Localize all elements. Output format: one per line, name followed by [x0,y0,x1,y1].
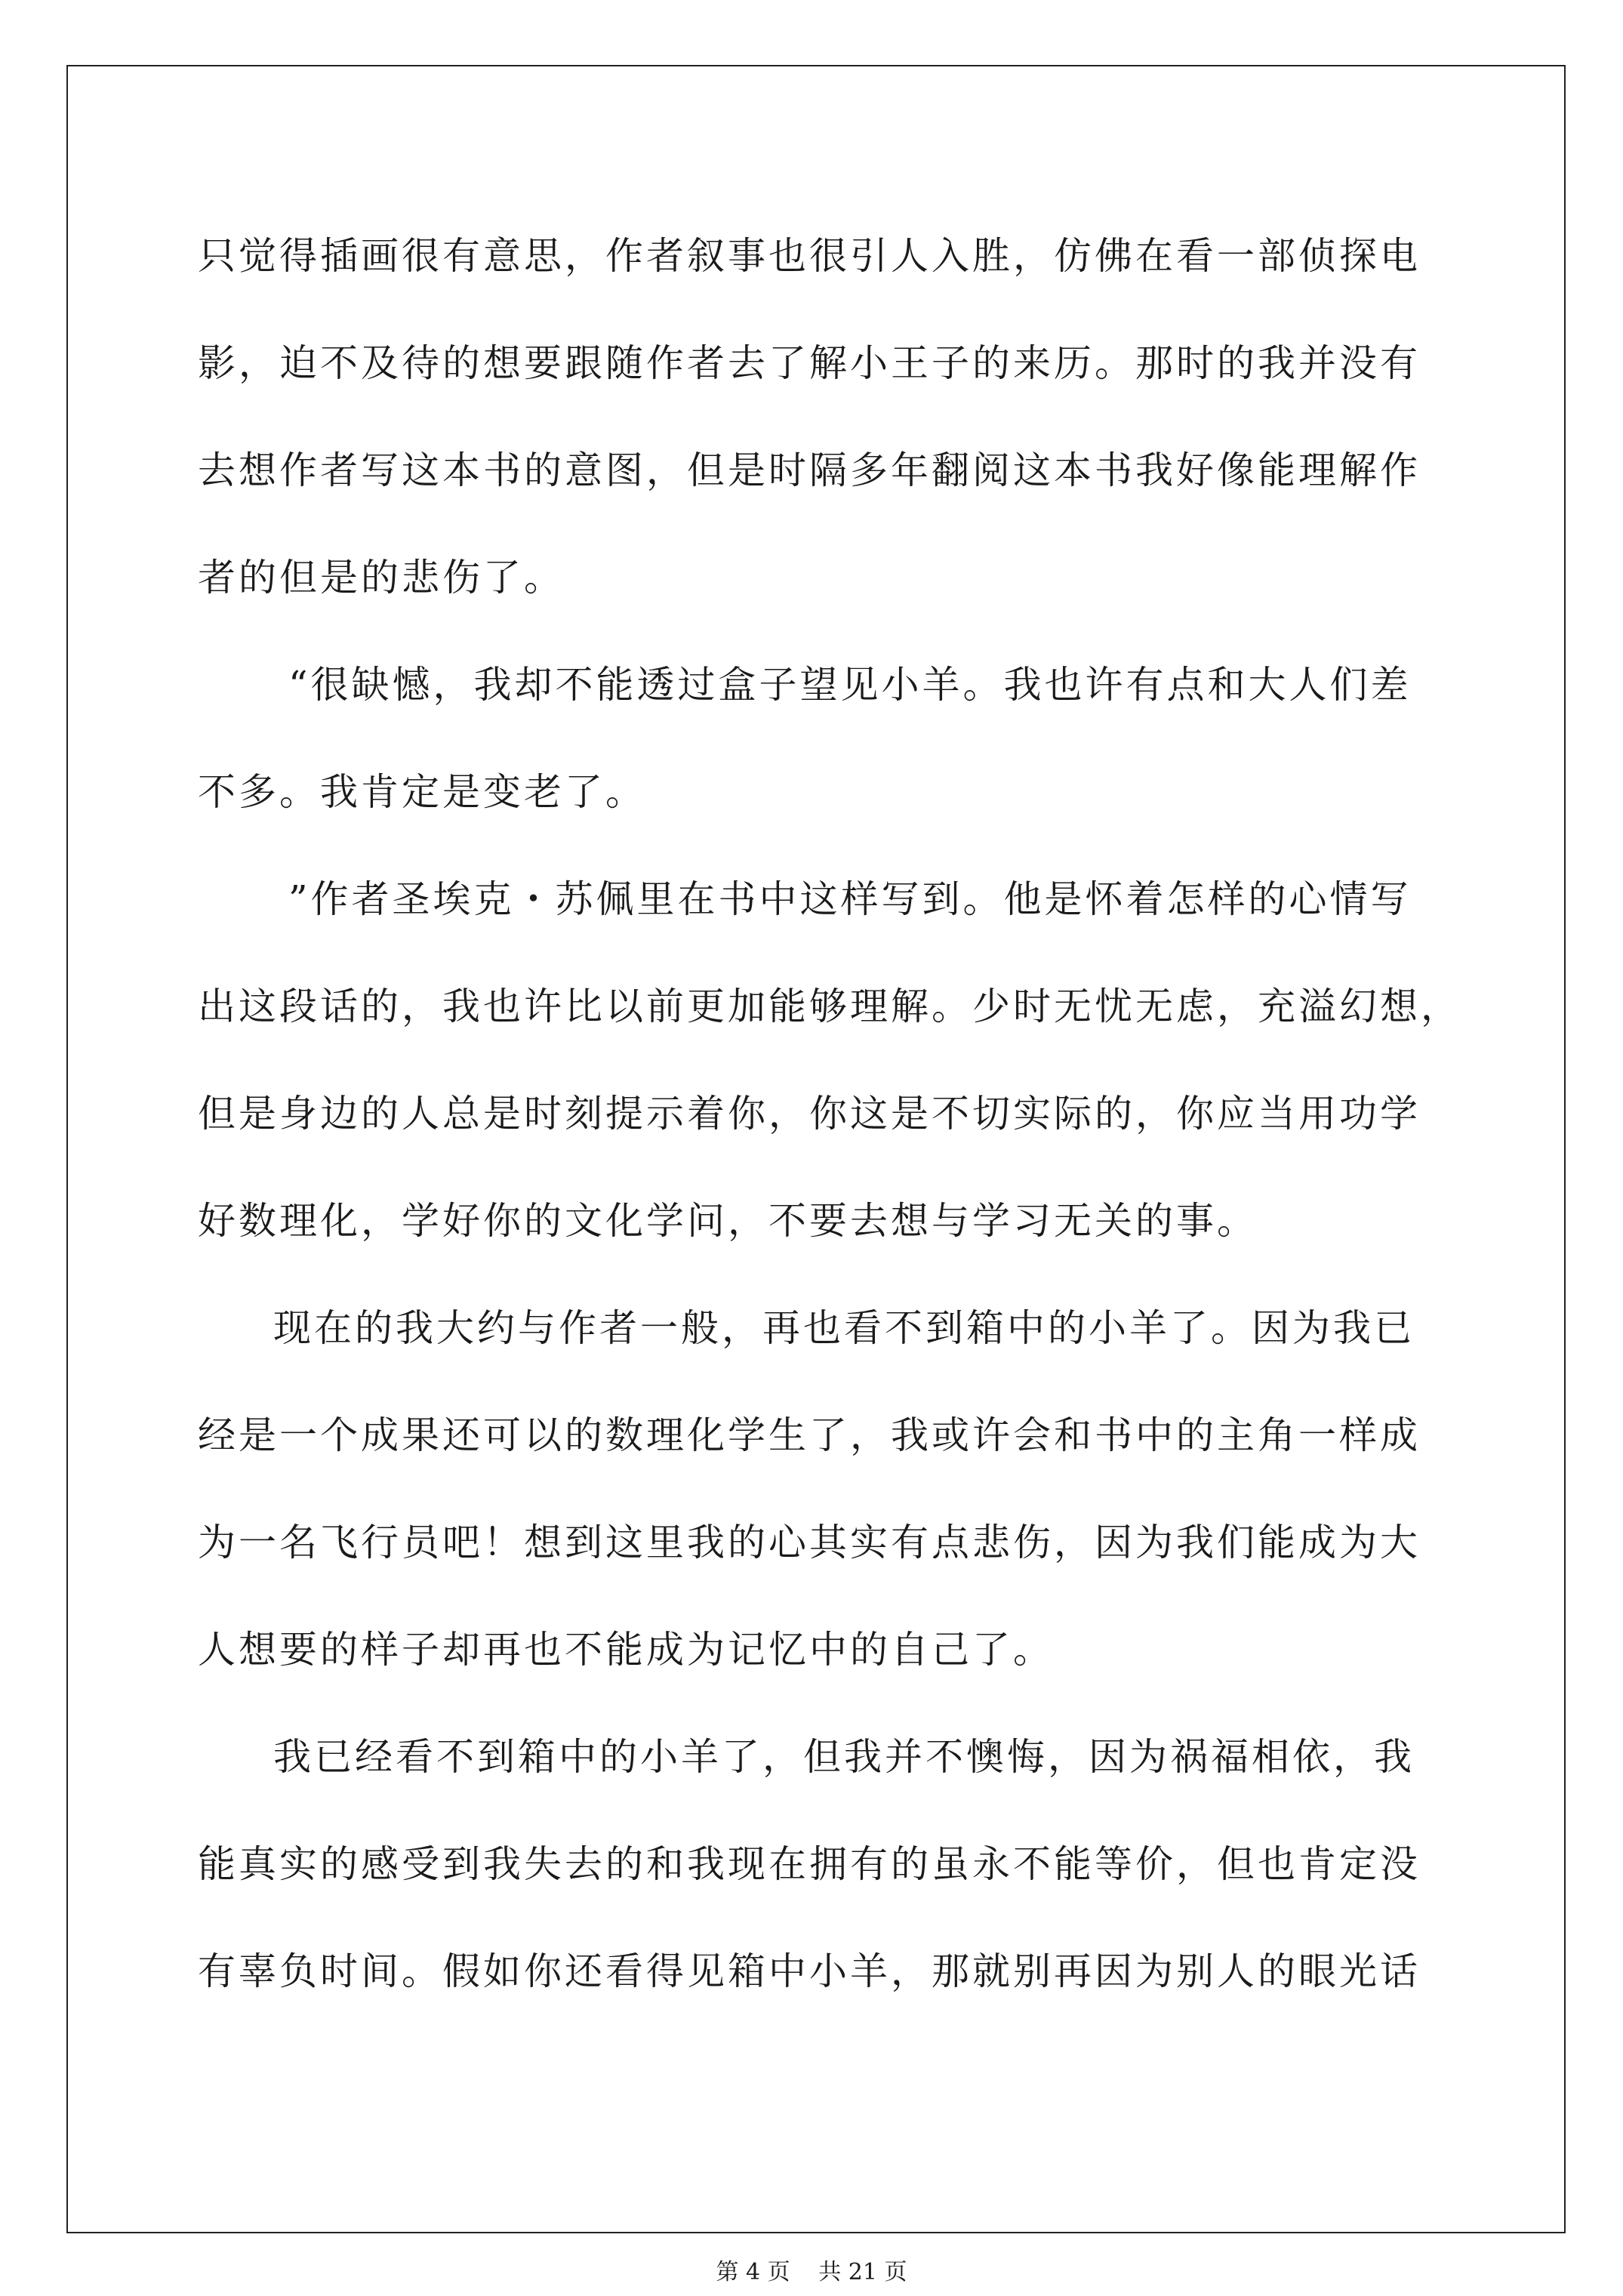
text-line: 者的但是的悲伤了。 [198,556,565,599]
text-line: 为一名飞行员吧！想到这里我的心其实有点悲伤，因为我们能成为大 [198,1521,1421,1564]
text-line: 影，迫不及待的想要跟随作者去了解小王子的来历。那时的我并没有 [198,341,1421,385]
text-line: 人想要的样子却再也不能成为记忆中的自己了。 [198,1628,1054,1672]
text-line: 只觉得插画很有意思，作者叙事也很引人入胜，仿佛在看一部侦探电 [198,234,1421,278]
text-line: 但是身边的人总是时刻提示着你，你这是不切实际的，你应当用功学 [198,1092,1421,1136]
text-line: 出这段话的，我也许比以前更加能够理解。少时无忧无虑，充溢幻想， [198,985,1461,1028]
page-footer [0,2259,1623,2286]
current-page-number: 第 4 页 [716,2259,790,2285]
text-line: 能真实的感受到我失去的和我现在拥有的虽永不能等价，但也肯定没 [198,1842,1421,1886]
text-line: 我已经看不到箱中的小羊了，但我并不懊悔，因为祸福相依，我 [273,1735,1415,1779]
text-line: 现在的我大约与作者一般，再也看不到箱中的小羊了。因为我已 [273,1306,1415,1350]
text-line: 不多。我肯定是变老了。 [198,770,646,814]
document-body [198,202,1461,2025]
total-page-count: 共 21 页 [818,2259,907,2285]
text-line: 好数理化，学好你的文化学问，不要去想与学习无关的事。 [198,1199,1258,1243]
text-line: 去想作者写这本书的意图，但是时隔多年翻阅这本书我好像能理解作 [198,448,1421,492]
text-line: “很缺憾，我却不能透过盒子望见小羊。我也许有点和大人们差 [288,663,1412,707]
text-line: 有辜负时间。假如你还看得见箱中小羊，那就别再因为别人的眼光话 [198,1949,1421,1993]
text-line: 经是一个成果还可以的数理化学生了，我或许会和书中的主角一样成 [198,1413,1421,1457]
text-line: ”作者圣埃克・苏佩里在书中这样写到。他是怀着怎样的心情写 [288,877,1412,921]
